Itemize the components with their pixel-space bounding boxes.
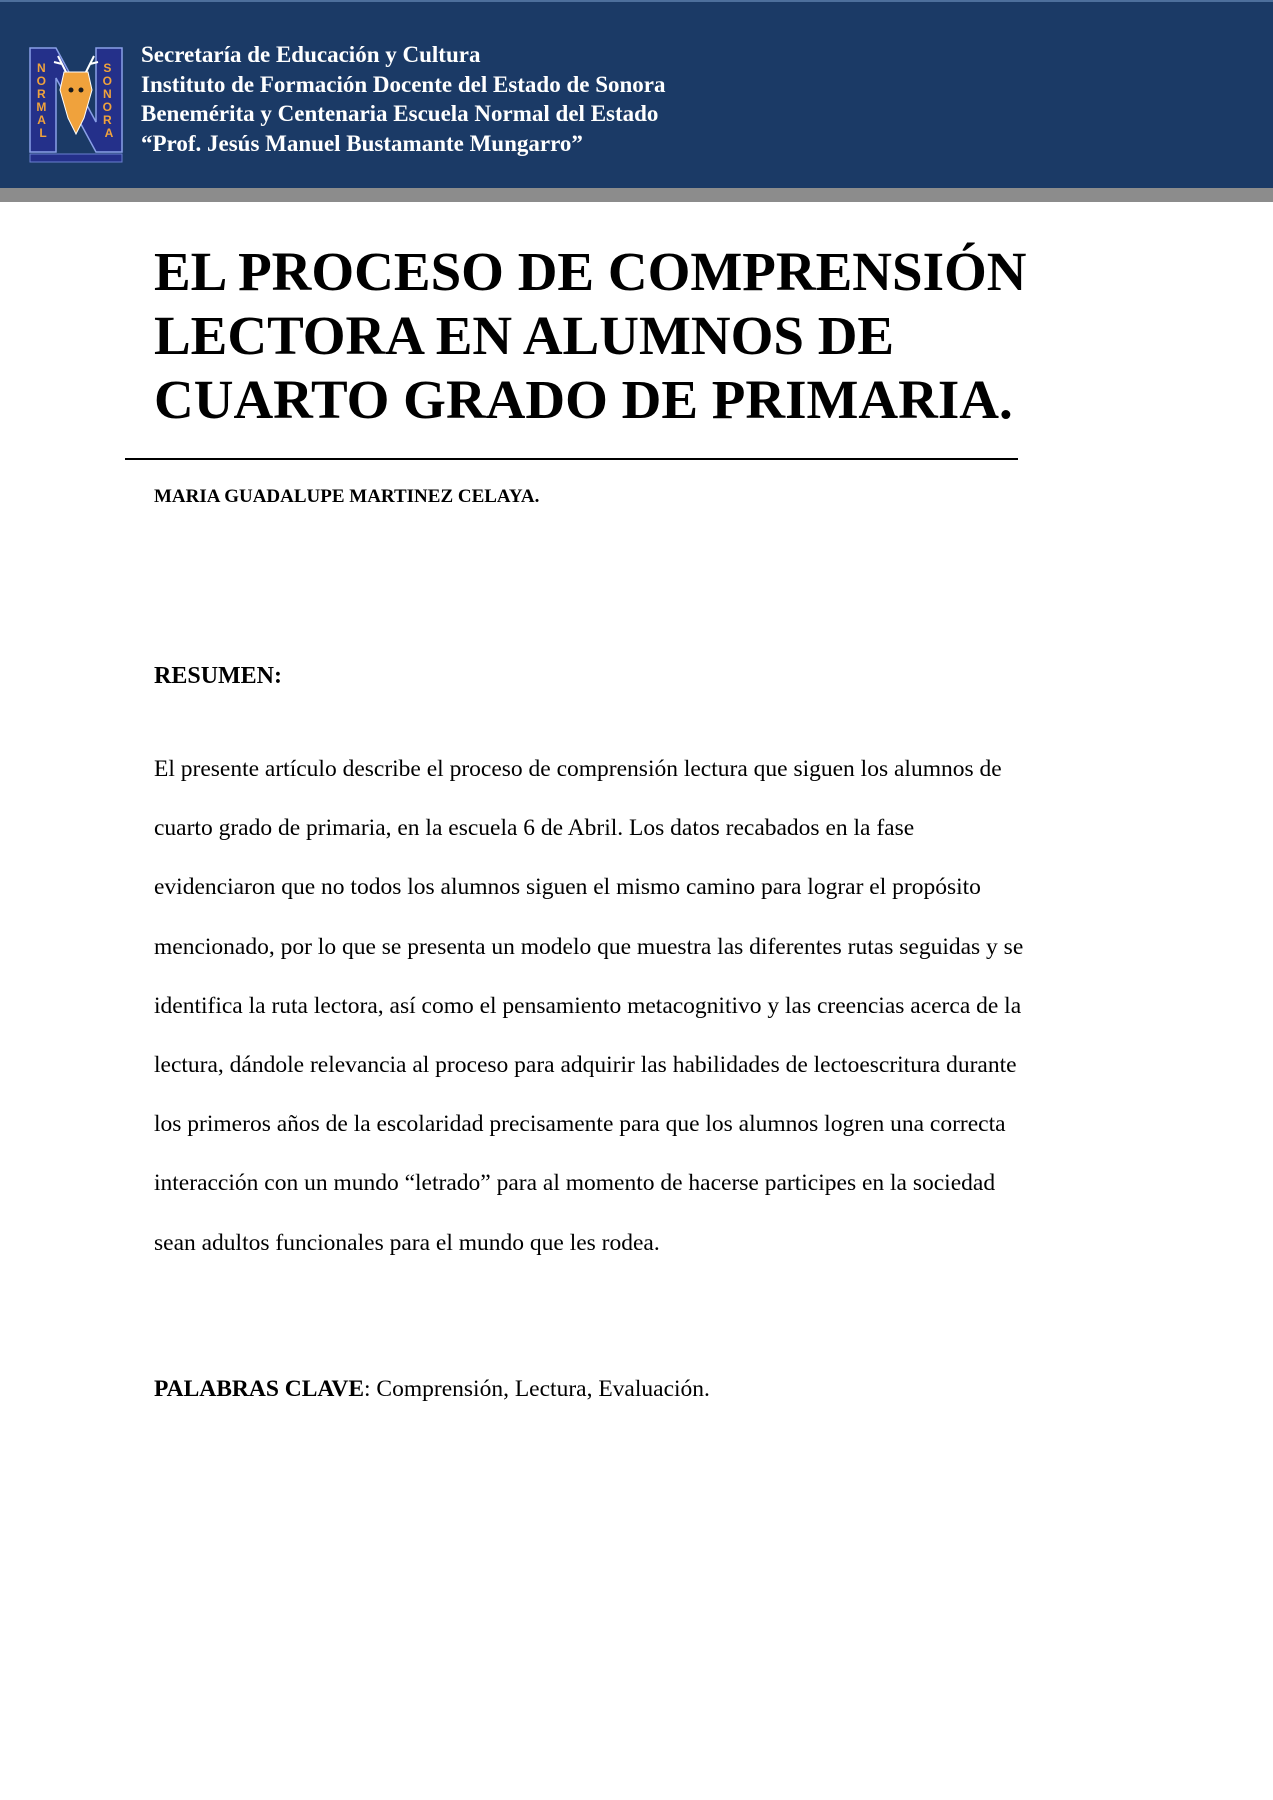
logo-right-letter: O — [102, 74, 112, 88]
title-line: LECTORA EN ALUMNOS DE — [154, 305, 895, 366]
abstract-line: los primeros años de la escolaridad precisamente para que los alumnos logren una correcta — [154, 1111, 1006, 1138]
institution-line: Secretaría de Educación y Cultura — [141, 42, 481, 67]
logo-left-letter: L — [39, 126, 47, 140]
keywords-value: : Comprensión, Lectura, Evaluación. — [364, 1376, 710, 1402]
title-line: EL PROCESO DE COMPRENSIÓN — [154, 241, 1027, 302]
document-title — [154, 240, 1074, 432]
abstract-line: interacción con un mundo “letrado” para al momento de hacerse participes en la sociedad — [154, 1170, 996, 1197]
abstract-line: mencionado, por lo que se presenta un modelo que muestra las diferentes rutas seguidas y se — [154, 933, 1024, 960]
institution-line: Instituto de Formación Docente del Estado de Sonora — [141, 71, 666, 97]
abstract-line: cuarto grado de primaria, en la escuela 6 de Abril. Los datos recabados en la fase — [154, 815, 915, 842]
logo-left-letter: O — [36, 74, 46, 88]
logo-left-letter: N — [36, 61, 46, 75]
institution-lines — [141, 40, 666, 158]
institution-header — [0, 0, 1273, 188]
abstract-line: sean adultos funcionales para el mundo que les rodea. — [154, 1229, 660, 1256]
logo-right-letter: S — [103, 61, 112, 75]
keywords-label: PALABRAS CLAVE — [154, 1376, 365, 1402]
logo-left-letter: R — [36, 87, 46, 101]
author-name: MARIA GUADALUPE MARTINEZ CELAYA. — [154, 486, 540, 507]
header-divider-bar — [0, 188, 1273, 202]
institution-line: Benemérita y Centenaria Escuela Normal del Estado — [141, 101, 659, 126]
abstract-line: identifica la ruta lectora, así como el pensamiento metacognitivo y las creencias acerca de la — [154, 992, 1022, 1019]
abstract-heading: RESUMEN: — [154, 663, 283, 689]
title-underline — [125, 458, 1018, 460]
logo-right-letter: N — [102, 87, 112, 101]
logo-left-letter: A — [37, 113, 46, 127]
title-line: CUARTO GRADO DE PRIMARIA. — [154, 369, 1013, 430]
school-logo-icon — [26, 42, 126, 168]
logo-left-letter: M — [36, 100, 47, 114]
logo-right-letter: R — [102, 113, 112, 127]
institution-line: “Prof. Jesús Manuel Bustamante Mungarro” — [141, 130, 583, 156]
logo-right-letter: O — [102, 100, 112, 114]
keywords — [154, 1375, 710, 1403]
abstract-body — [154, 740, 1114, 1273]
abstract-line: lectura, dándole relevancia al proceso para adquirir las habilidades de lectoescritura durante — [154, 1051, 1017, 1078]
abstract-line: evidenciaron que no todos los alumnos siguen el mismo camino para lograr el propósito — [154, 874, 981, 901]
logo-right-letter: A — [104, 126, 114, 140]
abstract-line: El presente artículo describe el proceso de comprensión lectura que siguen los alumnos de — [154, 756, 1002, 782]
